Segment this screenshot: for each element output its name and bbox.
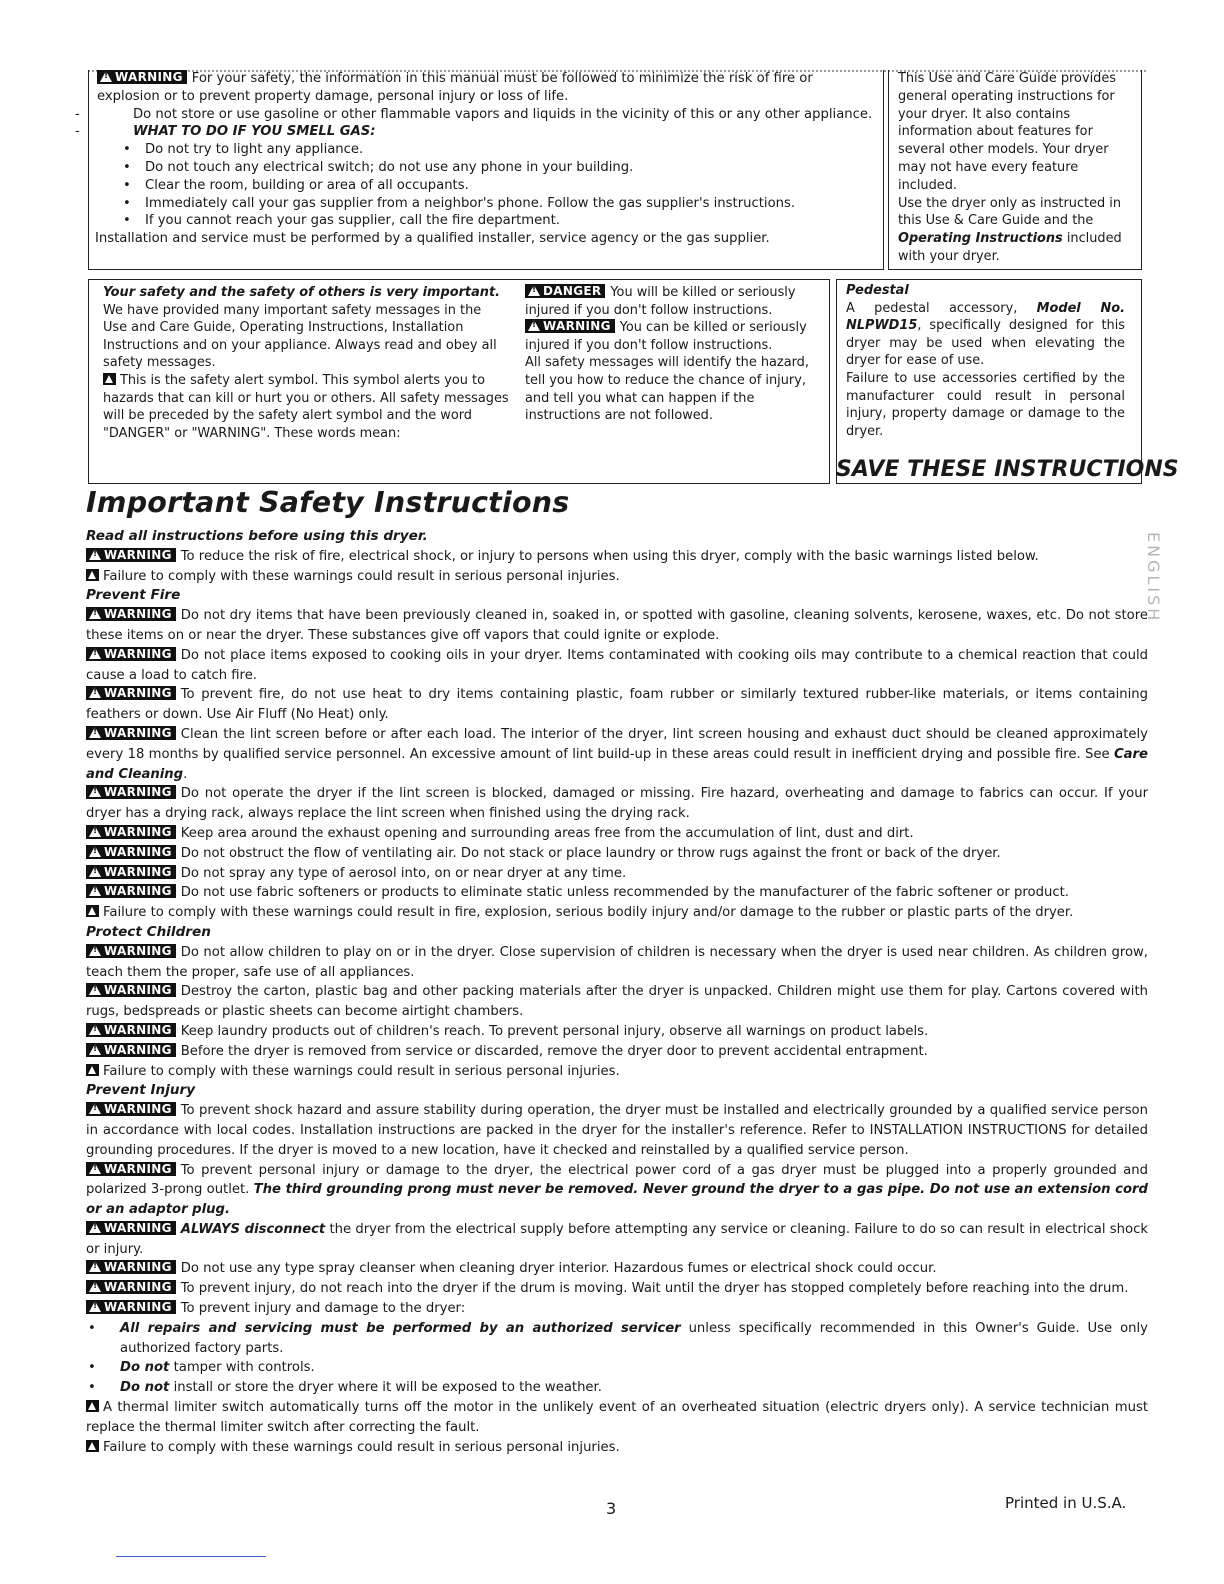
warning-badge: !WARNING bbox=[86, 548, 176, 562]
warning-badge: !WARNING bbox=[86, 647, 176, 661]
gas-bullet: • If you cannot reach your gas supplier, call the fire department. bbox=[123, 213, 560, 229]
injury-bullet: • Do not install or store the dryer where it will be exposed to the weather. bbox=[88, 1380, 602, 1396]
guide-text2: Use the dryer only as instructed in this Use & Care Guide and the bbox=[898, 195, 1122, 229]
footer-rule bbox=[116, 1556, 266, 1557]
smell-gas-heading: WHAT TO DO IF YOU SMELL GAS: bbox=[133, 124, 376, 140]
read-all-heading: Read all instructions before using this dryer. bbox=[86, 528, 428, 544]
gas-warning-item1: Do not store or use gasoline or other flammable vapors and liquids in the vicinity of this or any other appliance. bbox=[133, 106, 873, 122]
warning-badge: !WARNING bbox=[86, 726, 176, 740]
warning-badge: !WARNING bbox=[86, 865, 176, 879]
warning-badge: !WARNING bbox=[86, 845, 176, 859]
pedestal-failure-note: Failure to use accessories certified by the manufacturer could result in personal injury, property damage or damage to the dryer. bbox=[846, 370, 1125, 439]
language-side-tab bbox=[1142, 528, 1164, 678]
safety-alert-icon bbox=[103, 373, 116, 385]
page-number: 3 bbox=[606, 1499, 617, 1518]
care-cleaning-ref: Care and Cleaning bbox=[86, 746, 1148, 782]
save-instructions-banner: SAVE THESE INSTRUCTIONS bbox=[836, 457, 1179, 482]
safety-alert-icon bbox=[86, 905, 99, 917]
warning-badge: !WARNING bbox=[86, 785, 176, 799]
warning-badge: !WARNING bbox=[86, 1102, 176, 1116]
guide-info-box: This Use and Care Guide provides general operating instructions for your dryer. It also contains information about features for several other models. Your dryer may not have every feature included. Use the dryer only as instructed in this Use & Care Guide and the Operating Instructions included with your dryer. bbox=[888, 70, 1142, 270]
injury-bullet: • Do not tamper with controls. bbox=[88, 1360, 315, 1376]
gas-bullet: • Do not touch any electrical switch; do not use any phone in your building. bbox=[123, 159, 634, 175]
warning-badge: !WARNING bbox=[86, 944, 176, 958]
guide-text1: This Use and Care Guide provides general operating instructions for your dryer. It also contains information about features for several other models. Your dryer may not have every feature included. bbox=[898, 71, 1116, 193]
warning-badge: !WARNING bbox=[86, 1023, 176, 1037]
gas-warning-closing: Installation and service must be performed by a qualified installer, service agency or the gas supplier. bbox=[95, 231, 770, 247]
warning-badge: !WARNING bbox=[525, 319, 615, 333]
pedestal-model-number: NLPWD15 bbox=[846, 318, 918, 334]
danger-badge: !DANGER bbox=[525, 284, 605, 298]
safety-alert-icon bbox=[86, 1064, 99, 1076]
gas-bullet: • Immediately call your gas supplier from a neighbor's phone. Follow the gas supplier's instructions. bbox=[123, 195, 796, 211]
safety-p1: We have provided many important safety messages in the Use and Care Guide, Operating Instructions, Installation Instructions and on your appliance. Always read and obey all safety messages. bbox=[103, 302, 497, 371]
safety-alert-icon bbox=[86, 569, 99, 581]
warning-badge: !WARNING bbox=[86, 607, 176, 621]
warning-badge: !WARNING bbox=[86, 686, 176, 700]
printed-in-label: Printed in U.S.A. bbox=[1005, 1494, 1127, 1512]
danger-definition: You will be killed or seriously injured if you don't follow instructions. bbox=[525, 285, 796, 318]
gas-bullet: • Clear the room, building or area of all occupants. bbox=[123, 177, 469, 193]
prevent-fire-heading: Prevent Fire bbox=[86, 587, 181, 604]
warning-badge: !WARNING bbox=[86, 825, 176, 839]
pedestal-heading: Pedestal bbox=[846, 283, 909, 298]
injury-bullet: • All repairs and servicing must be performed by an authorized servicer unless specifically recommended in this Owner's Guide. Use only authorized factory parts. bbox=[88, 1320, 1148, 1356]
prevent-injury-heading: Prevent Injury bbox=[86, 1082, 196, 1099]
pedestal-box: Pedestal A pedestal accessory, Model No. NLPWD15, specifically designed for this dryer may be used when elevating the dryer for ease of use. Failure to use accessories certified by the manufacturer could result in personal injury, property damage or damage to the dryer. bbox=[836, 279, 1142, 484]
gas-warning-box: !WARNING For your safety, the information in this manual must be followed to minimize the risk of fire or explosion or to prevent property damage, personal injury or loss of life. - Do not store or use gasoline or other flammable vapors and liquids in the vicinity of this or any other appliance. - WHAT TO DO IF YOU SMELL GAS: • Do not try to light any appliance. • Do not touch any electrical switch; do not use any phone in your building. • Clear the room, building or area of all occupants. • Immediately call your gas supplier from a neighbor's phone. Follow the gas supplier's instructions. • If you cannot reach your gas supplier, call the fire department. Installation and service must be performed by a qualified installer, service agency or the gas supplier. bbox=[88, 70, 884, 270]
side-tab-label: ENGLISH bbox=[1144, 532, 1163, 624]
grounding-prong-warning: The third grounding prong must never be removed. Never ground the dryer to a gas pipe. Do not use an extension cord or an adaptor plug. bbox=[86, 1182, 1148, 1218]
warning-badge: !WARNING bbox=[86, 1221, 176, 1235]
side-tab-graphic bbox=[1142, 528, 1164, 678]
safety-heading: Your safety and the safety of others is very important. bbox=[103, 285, 501, 300]
warning-badge: !WARNING bbox=[86, 983, 176, 997]
safety-messages-box bbox=[88, 279, 830, 484]
operating-instructions-ref: Operating Instructions bbox=[898, 231, 1063, 247]
safety-p2: This is the safety alert symbol. This symbol alerts you to hazards that can kill or hurt you or others. All safety messages will be preceded by the safety alert symbol and the word "DANGER" or "WARNING". These words mean: bbox=[103, 372, 509, 441]
page-title: Important Safety Instructions bbox=[86, 486, 570, 519]
warning-badge: !WARNING bbox=[86, 1260, 176, 1274]
gas-bullet: • Do not try to light any appliance. bbox=[123, 142, 364, 158]
warning-badge: !WARNING bbox=[86, 1300, 176, 1314]
warning-definition: You can be killed or seriously injured if you don't follow instructions. bbox=[525, 320, 807, 353]
safety-p3: All safety messages will identify the hazard, tell you how to reduce the chance of injury, and tell you what can happen if the instructions are not followed. bbox=[525, 355, 809, 424]
warning-badge: !WARNING bbox=[97, 70, 187, 84]
protect-children-heading: Protect Children bbox=[86, 923, 211, 940]
warning-badge: !WARNING bbox=[86, 1162, 176, 1176]
warning-badge: !WARNING bbox=[86, 884, 176, 898]
gas-warning-intro: For your safety, the information in this manual must be followed to minimize the risk of fire or explosion or to prevent property damage, personal injury or loss of life. bbox=[97, 71, 813, 104]
warning-badge: !WARNING bbox=[86, 1280, 176, 1294]
safety-alert-icon bbox=[86, 1400, 99, 1412]
safety-alert-icon bbox=[86, 1440, 99, 1452]
instructions-body: Read all instructions before using this dryer. !WARNING To reduce the risk of fire, electrical shock, or injury to persons when using this dryer, comply with the basic warnings listed below. Failure to comply with these warnings could result in serious personal injuries. Prevent Fire !WARNING Do not dry items that have been previously cleaned in, soaked in, or spotted with gasoline, cleaning solvents, kerosene, waxes, etc. Do not store these items on or near the dryer. These substances give off vapors that could ignite or explode. !WARNING Do not place items exposed to cooking oils in your dryer. Items contaminated with cooking oils may contribute to a chemical reaction that could cause a load to catch fire. !WARNING To prevent fire, do not use heat to dry items containing plastic, foam rubber or similarly textured rubber-like materials, or items containing feathers or down. Use Air Fluff (No Heat) only. !WARNING Clean the lint screen before or after each load. The interior of the dryer, lint screen housing and exhaust duct should be cleaned approximately every 18 months by qualified service personnel. An excessive amount of lint build-up in these areas could result in inefficient drying and possible fire. See Care and Cleaning. !WARNING Do not operate the dryer if the lint screen is blocked, damaged or missing. Fire hazard, overheating and damage to fabrics can occur. If your dryer has a drying rack, always replace the lint screen when finished using the drying rack. !WARNING Keep area around the exhaust opening and surrounding areas free from the accumulation of lint, dust and dirt. !WARNING Do not obstruct the flow of ventilating air. Do not stack or place laundry or throw rugs against the front or back of the dryer. !WARNING Do not spray any type of aerosol into, on or near dryer at any time. !WARNING Do not use fabric softeners or products to eliminate static unless recommended by the manufacturer of the fabric softener or product. Failure to comply with these warnings could result in fire, explosion, serious bodily injury and/or damage to the rubber or plastic parts of the dryer. Protect Children !WARNING Do not allow children to play on or in the dryer. Close supervision of children is necessary when the dryer is used near children. As children grow, teach them the proper, safe use of all appliances. !WARNING Destroy the carton, plastic bag and other packing materials after the dryer is unpacked. Children might use them for play. Cartons covered with rugs, bedspreads or plastic sheets can become airtight chambers. !WARNING Keep laundry products out of children's reach. To prevent personal injury, observe all warnings on product labels. !WARNING Before the dryer is removed from service or discarded, remove the dryer door to prevent accidental entrapment. Failure to comply with these warnings could result in serious personal injuries. Prevent Injury !WARNING To prevent shock hazard and assure stability during operation, the dryer must be installed and electrically grounded by a qualified service person in accordance with local codes. Installation instructions are packed in the dryer for the installer's reference. Refer to INSTALLATION INSTRUCTIONS for detailed grounding procedures. If the dryer is moved to a new location, have it checked and reinstalled by a qualified service person. !WARNING To prevent personal injury or damage to the dryer, the electrical power cord of a gas dryer must be plugged into a properly grounded and polarized 3-prong outlet. The third grounding prong must never be removed. Never ground the dryer to a gas pipe. Do not use an extension cord or an adaptor plug. !WARNING ALWAYS disconnect the dryer from the electrical supply before attempting any service or cleaning. Failure to do so can result in electrical shock or injury. !WARNING Do not use any type spray cleanser when cleaning dryer interior. Hazardous fumes or electrical shock could occur. !WARNING To prevent injury, do not reach into the dryer if the drum is moving. Wait until the dryer has stopped completely before reaching into the drum. !WARNING To prevent injury and damage to the dryer: • All repairs and servicing must be performed by an authorized servicer unless specifically recommended in this Owner's Guide. Use only authorized factory parts. • Do not tamper with controls. • Do not install or store the dryer where it will be exposed to the weather. A thermal limiter switch automatically turns off the motor in the unlikely event of an overheated situation (electric dryers only). A service technician must replace the thermal limiter switch after correcting the fault. Failure to comply with these warnings could result in serious personal injuries. bbox=[86, 527, 1148, 1457]
warning-badge: !WARNING bbox=[86, 1043, 176, 1057]
